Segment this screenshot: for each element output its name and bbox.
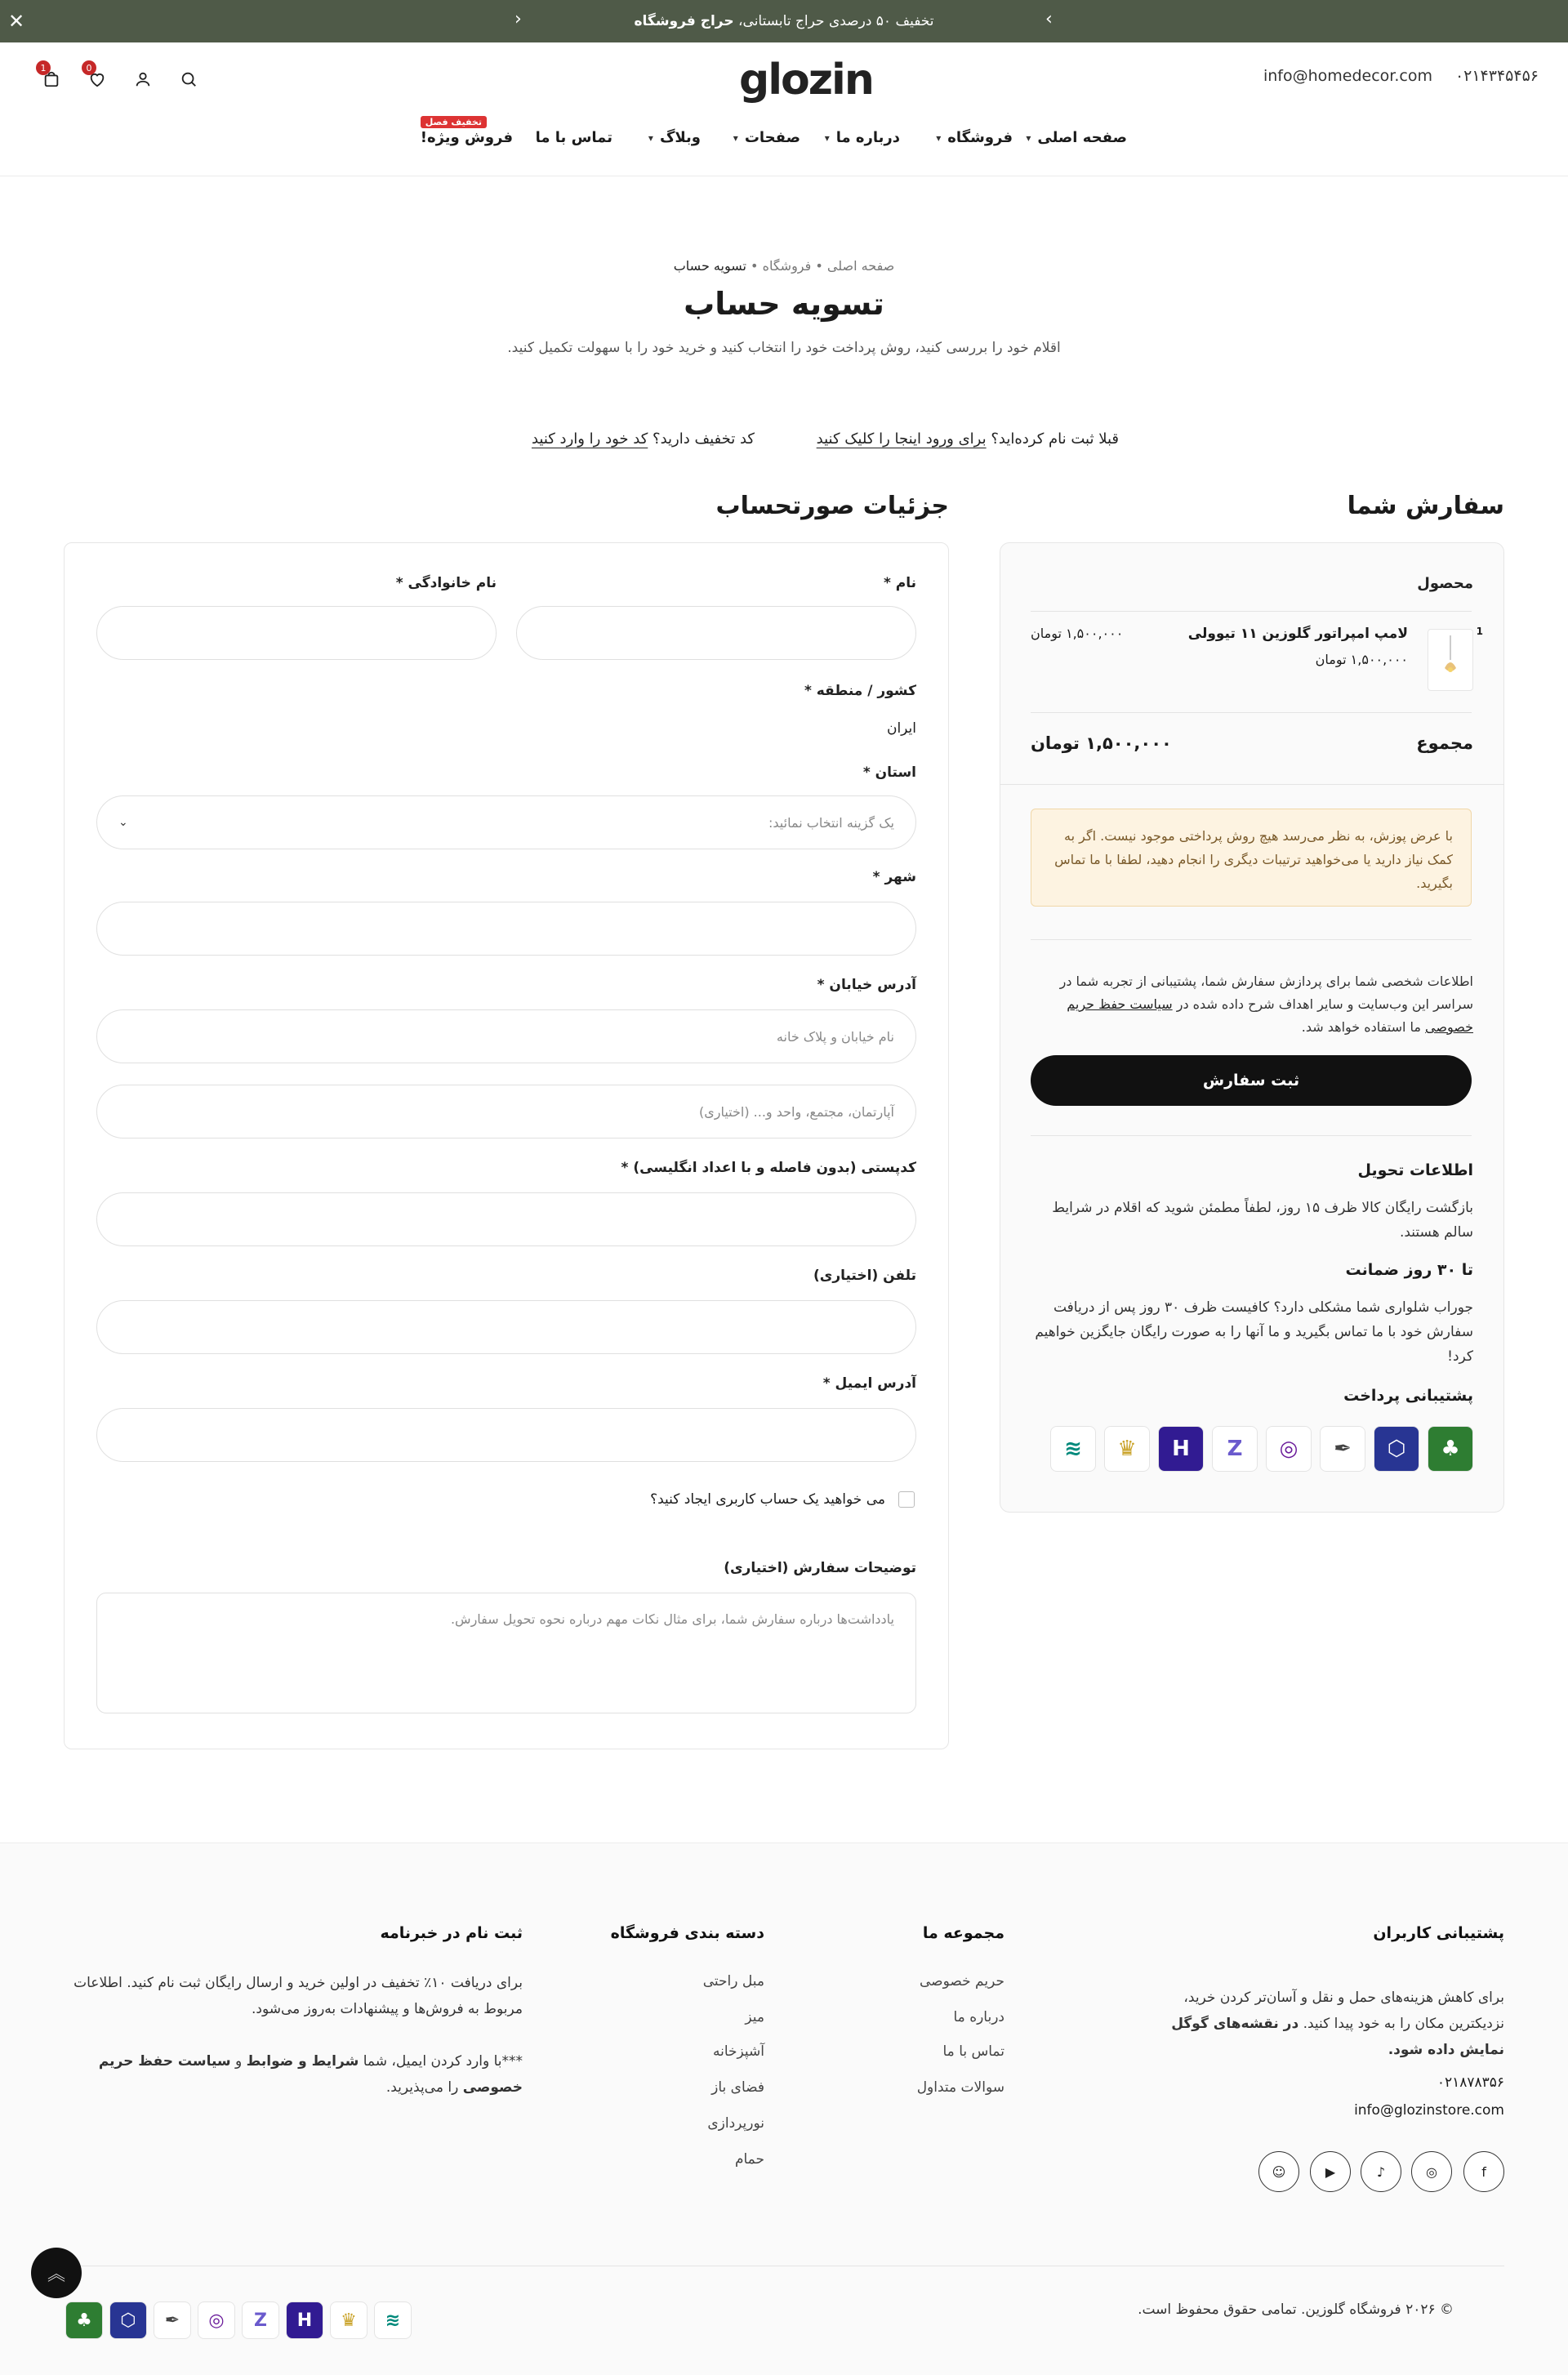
category-title: دسته بندی فروشگاه (610, 1924, 764, 1942)
newsletter-note: ***با وارد کردن ایمیل، شما شرایط و ضوابط و سیاست حفظ حریم خصوصی را می‌پذیرید. (98, 2053, 523, 2096)
h-logo-icon: H (1158, 1426, 1204, 1472)
footer-link-lighting[interactable]: نورپردازی (707, 2115, 764, 2132)
coupon-link[interactable]: کد خود را وارد کنید (531, 430, 648, 448)
h-logo-icon: H (286, 2301, 323, 2339)
account-icon[interactable] (129, 65, 157, 93)
last-name-input[interactable] (96, 606, 497, 660)
wishlist-icon[interactable] (83, 62, 111, 93)
youtube-icon[interactable]: ▶ (1310, 2151, 1351, 2192)
footer-link-kitchen[interactable]: آشپزخانه (712, 2043, 764, 2060)
header-phone[interactable]: ۰۲۱۴۳۴۵۴۵۶ (1454, 67, 1539, 85)
wave-logo-icon: ≋ (374, 2301, 412, 2339)
scroll-to-top-button[interactable] (31, 2248, 82, 2298)
header-email[interactable]: info@homedecor.com (1263, 67, 1432, 85)
wave-logo-icon: ≋ (1050, 1426, 1096, 1472)
newsletter-text: برای دریافت ۱۰٪ تخفیف در اولین خرید و ارسال رایگان ثبت نام کنید. اطلاعات مربوط به فروش‌ها و پیشنهادات به‌روز می‌شود. (74, 1975, 523, 2017)
page-title: تسویه حساب (684, 286, 884, 322)
page-subtitle: اقلام خود را بررسی کنید، روش پرداخت خود را انتخاب کنید و خرید خود را با سهولت تکمیل کنید. (507, 340, 1061, 356)
delivery-text: بازگشت رایگان کالا ظرف ۱۵ روز، لطفاً مطمئن شوید که اقلام در شرایط سالم هستند. (1052, 1200, 1473, 1241)
breadcrumb-separator: • (746, 258, 759, 274)
promo-bar (0, 0, 1568, 42)
privacy-text: اطلاعات شخصی شما برای پردازش سفارش شما، پشتیبانی از تجربه شما در سراسر این وب‌سایت و سایر اهداف شرح داده شده در سیاست حفظ حریم خصوصی ما استفاده خواهد شد. (1059, 974, 1473, 1035)
support-text: برای کاهش هزینه‌های حمل و نقل و آسان‌تر کردن خرید، نزدیکترین مکان را به خود پیدا کنید. در نقشه‌های گوگل نمایش داده شود. (1171, 1990, 1504, 2058)
chevron-right-icon[interactable]: › (1045, 9, 1053, 29)
footer-link-faq[interactable]: سوالات متداول (916, 2079, 1004, 2096)
z-logo-icon: Z (1212, 1426, 1258, 1472)
item-unit-price: ۱,۵۰۰,۰۰۰ تومان (1315, 652, 1408, 667)
wishlist-count-badge: 0 (82, 60, 96, 75)
hexagon-logo-icon: ⬡ (109, 2301, 147, 2339)
newsletter-title: ثبت نام در خبرنامه (380, 1924, 523, 1942)
stroke-logo-icon: ✒ (1320, 1426, 1365, 1472)
city-input[interactable] (96, 902, 916, 956)
country-label: کشور / منطقه * (804, 683, 916, 699)
breadcrumb-separator: • (811, 258, 823, 274)
postcode-label: کدپستی (بدون فاصله و با اعداد انگلیسی) * (621, 1160, 916, 1176)
footer-link-sofa[interactable]: مبل راحتی (702, 1973, 764, 1990)
payment-title: پشتیبانی پرداخت (1343, 1387, 1473, 1405)
nav-item-about[interactable]: درباره ما ▾ (824, 129, 900, 146)
footer-link-bath[interactable]: حمام (734, 2151, 764, 2168)
nav-item-pages[interactable]: صفحات ▾ (733, 129, 800, 146)
email-input[interactable] (96, 1408, 916, 1462)
place-order-button[interactable]: ثبت سفارش (1031, 1055, 1472, 1106)
terms-link[interactable]: شرایط و ضوابط (246, 2053, 359, 2070)
total-value: ۱,۵۰۰,۰۰۰ تومان (1031, 733, 1172, 753)
sale-tag: تخفیف فصل (421, 116, 487, 128)
support-title: پشتیبانی کاربران (1373, 1924, 1504, 1942)
site-header (0, 42, 1568, 176)
first-name-label: نام * (883, 575, 916, 591)
chevron-down-icon: ▾ (824, 131, 830, 144)
privacy-policy-link[interactable]: سیاست حفظ حریم خصوصی (1067, 996, 1473, 1035)
swirl-logo-icon: ◎ (198, 2301, 235, 2339)
site-logo[interactable]: glozin (739, 56, 873, 105)
swirl-logo-icon: ◎ (1266, 1426, 1312, 1472)
warranty-title: تا ۳۰ روز ضمانت (1345, 1261, 1473, 1279)
close-icon[interactable]: ✕ (8, 10, 25, 33)
footer-link-outdoor[interactable]: فضای باز (711, 2079, 764, 2096)
divider (1031, 611, 1472, 612)
facebook-icon[interactable]: f (1463, 2151, 1504, 2192)
chevron-down-icon: ⌄ (118, 816, 128, 829)
item-qty: 1 (1476, 626, 1483, 637)
z-logo-icon: Z (242, 2301, 279, 2339)
item-name[interactable]: لامپ امپراتور گلوزین ۱۱ تیوولی (1187, 626, 1408, 642)
phone-label: تلفن (اختیاری) (813, 1268, 916, 1284)
footer-link-contact[interactable]: تماس با ما (942, 2043, 1004, 2060)
crown-logo-icon: ♛ (330, 2301, 368, 2339)
order-heading: سفارش شما (1347, 492, 1504, 520)
item-line-total: ۱,۵۰۰,۰۰۰ تومان (1031, 626, 1124, 641)
login-notice: قبلا ثبت نام کرده‌اید؟ برای ورود اینجا را کلیک کنید (816, 430, 1119, 448)
bank-logo-icon: ♣ (65, 2301, 103, 2339)
search-icon[interactable] (175, 65, 203, 93)
first-name-input[interactable] (516, 606, 916, 660)
collection-title: مجموعه ما (922, 1924, 1004, 1942)
promo-text: تخفیف ۵۰ درصدی حراج تابستانی، حراج فروشگاه (634, 13, 934, 29)
postcode-input[interactable] (96, 1192, 916, 1246)
nav-item-contact[interactable]: تماس با ما (535, 129, 612, 146)
street-input[interactable]: نام خیابان و پلاک خانه (96, 1009, 916, 1063)
site-footer (0, 1843, 1568, 2375)
bank-logo-icon: ♣ (1428, 1426, 1473, 1472)
crown-logo-icon: ♛ (1104, 1426, 1150, 1472)
breadcrumb-shop[interactable]: فروشگاه (762, 258, 812, 274)
chevron-down-icon: ▾ (936, 131, 942, 144)
order-notes-textarea[interactable]: یادداشت‌ها درباره سفارش شما، برای مثال نکات مهم درباره نحوه تحویل سفارش. (96, 1593, 916, 1713)
last-name-label: نام خانوادگی * (395, 575, 497, 591)
chevron-down-icon: ▾ (733, 131, 738, 144)
country-value: ایران (886, 720, 916, 737)
divider (1031, 1135, 1472, 1136)
payment-logos (1050, 1426, 1473, 1472)
snapchat-icon[interactable]: ☺ (1258, 2151, 1299, 2192)
phone-input[interactable] (96, 1300, 916, 1354)
cart-icon[interactable] (38, 62, 65, 93)
copyright: © ۲۰۲۶ فروشگاه گلوزین. تمامی حقوق محفوظ است. (1138, 2301, 1454, 2318)
no-payment-warning: با عرض پوزش، به نظر می‌رسد هیچ روش پرداختی موجود نیست. اگر به کمک نیاز دارید یا می‌خواهید ترتیبات دیگری را انجام دهید، لطفا با ما تماس بگیرید. (1031, 809, 1472, 907)
nav-item-home[interactable]: صفحه اصلی ▾ (1026, 129, 1127, 146)
support-phone[interactable]: ۰۲۱۸۷۸۳۵۶ (1437, 2074, 1504, 2091)
chevron-down-icon: ▾ (1026, 131, 1031, 144)
city-label: شهر * (872, 869, 916, 885)
divider (1031, 712, 1472, 713)
product-column-header: محصول (1417, 575, 1473, 592)
street2-input[interactable]: آپارتمان، مجتمع، واحد و... (اختیاری) (96, 1085, 916, 1138)
delivery-title: اطلاعات تحویل (1357, 1161, 1473, 1179)
nav-item-shop[interactable]: فروشگاه ▾ (936, 129, 1013, 146)
footer-link-about[interactable]: درباره ما (953, 2009, 1004, 2025)
footer-link-privacy[interactable]: حریم خصوصی (920, 1973, 1004, 1990)
stroke-logo-icon: ✒ (154, 2301, 191, 2339)
breadcrumb (0, 258, 1568, 274)
hexagon-logo-icon: ⬡ (1374, 1426, 1419, 1472)
billing-heading: جزئیات صورتحساب (715, 492, 949, 520)
nav-item-sale[interactable]: فروش ویژه! تخفیف فصل (420, 117, 513, 146)
footer-payment-logos (65, 2301, 412, 2339)
state-label: استان * (862, 764, 916, 781)
chevron-down-icon: ▾ (648, 131, 653, 144)
warranty-text: جوراب شلواری شما مشکلی دارد؟ کافیست ظرف ۳۰ روز پس از دریافت سفارش خود با ما تماس بگیرید و ما آنها را به صورت رایگان جایگزین خواهیم کرد! (1035, 1299, 1473, 1365)
total-label: مجموع (1416, 733, 1473, 753)
notes-label: توضیحات سفارش (اختیاری) (724, 1560, 916, 1576)
newsletter-privacy-link[interactable]: سیاست حفظ حریم خصوصی (98, 2053, 523, 2096)
coupon-notice: کد تخفیف دارید؟ کد خود را وارد کنید (531, 430, 755, 448)
nav-item-blog[interactable]: وبلاگ ▾ (648, 129, 701, 146)
create-account-checkbox[interactable] (898, 1491, 915, 1508)
instagram-icon[interactable]: ◎ (1411, 2151, 1452, 2192)
create-account-label[interactable]: می خواهید یک حساب کاربری ایجاد کنید؟ (650, 1491, 885, 1508)
cart-count-badge: 1 (36, 60, 51, 75)
footer-link-table[interactable]: میز (745, 2009, 764, 2025)
tiktok-icon[interactable]: ♪ (1361, 2151, 1401, 2192)
email-label: آدرس ایمیل * (822, 1375, 916, 1392)
divider (1031, 939, 1472, 940)
support-email[interactable]: info@glozinstore.com (1354, 2102, 1504, 2119)
product-thumbnail[interactable] (1428, 629, 1473, 691)
chevron-left-icon[interactable]: ‹ (514, 9, 522, 29)
divider (1000, 784, 1504, 785)
breadcrumb-current: تسویه حساب (673, 258, 746, 274)
state-select[interactable]: یک گزینه انتخاب نمائید: ⌄ (96, 795, 916, 849)
double-chevron-up-icon: ︽ (47, 2264, 66, 2285)
breadcrumb-home[interactable]: صفحه اصلی (826, 258, 895, 274)
login-link[interactable]: برای ورود اینجا را کلیک کنید (816, 430, 987, 448)
street-label: آدرس خیابان * (817, 977, 916, 993)
